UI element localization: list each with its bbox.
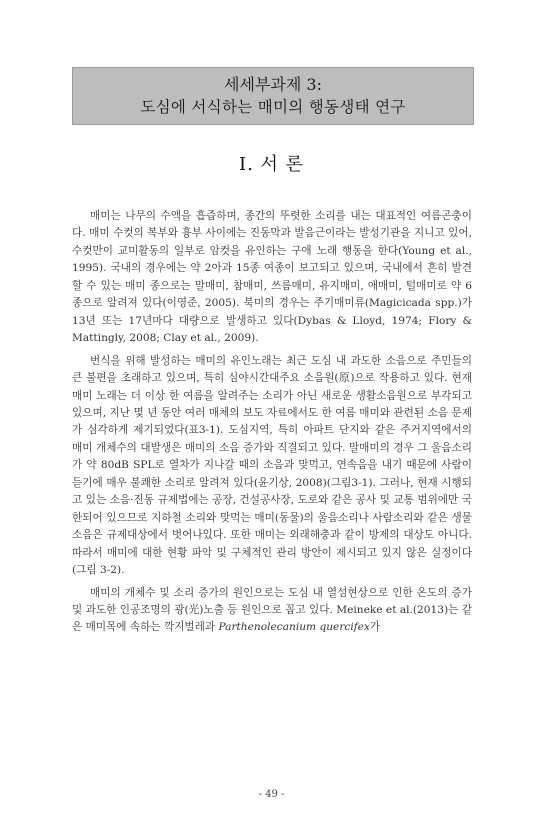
title-line-2: 도심에 서식하는 매미의 행동생태 연구 [140, 98, 406, 116]
paragraph-1: 매미는 나무의 수액을 흡즙하며, 종간의 뚜렷한 소리를 내는 대표적인 여름곤충이다. 매미 수컷의 복부와 흉부 사이에는 진동막과 발음근이라는 발성기관을 지니고 있어, 수컷만이 교미활동의 일부로 암컷을 유인하는 구애 노래 행동을 한다(Young et al., 1995). 국내의 경우에는 약 2아과 15종 여종이 보고되고 있으며, 국내에서 흔히 발견할 수 있는 매미 종으로는 말매미, 참매미, 쓰름매미, 유지매미, 애매미, 털매미로 약 6종으로 알려져 있다(이영준, 2005). 북미의 경우는 주기매미류(Magicicada spp.)가 13년 또는 17년마다 대량으로 발생하고 있다(Dybas & Lloyd, 1974; Flory & Mattingly, 2008; Clay et al., 2009). [72, 210, 472, 345]
body-text [72, 208, 472, 642]
species-name: Parthenolecanium quercifex [218, 621, 370, 634]
paragraph-3-tail: 가 [369, 621, 381, 634]
page-number: - 49 - [258, 789, 285, 800]
paragraph-3-text: 매미의 개체수 및 소리 증가의 원인으로는 도심 내 열섬현상으로 인한 온도의 증가 및 과도한 인공조명의 광(光)노출 등 원인으로 꼽고 있다. Meineke et al.(2013)는 같은 매미목에 속하는 깍지벌레과 [72, 586, 472, 634]
title-box [72, 67, 474, 125]
paragraph-3 [72, 585, 472, 637]
title-line-1: 세세부과제 3: [224, 75, 322, 94]
section-heading: Ⅰ. 서 론 [238, 154, 305, 175]
paragraph-2: 번식을 위해 발성하는 매미의 유인노래는 최근 도심 내 과도한 소음으로 주민들의 큰 불편을 초래하고 있으며, 특히 심야시간대주요 소음원(原)으로 작용하고 있다. 현재 매미 노래는 더 이상 한 여름을 알려주는 소리가 아닌 새로운 생활소음원으로 부각되고 있으며, 지난 몇 년 동안 여러 매체의 보도 자료에서도 한 여름 매미와 관련된 소음 문제가 심각하게 제기되었다(표3-1). 도심지역, 특히 아파트 단지와 같은 주거지역에서의 매미 개체수의 대발생은 매미의 소음 증가와 직결되고 있다. 말매미의 경우 그 울음소리가 약 80dB SPL로 열차가 지나갈 때의 소음과 맞먹고, 연속음을 내기 때문에 사람이 듣기에 매우 불쾌한 소리로 알려져 있다(윤기상, 2008)(그림3-1). 그러나, 현재 시행되고 있는 소음·진동 규제법에는 공장, 건설공사장, 도로와 같은 공사 및 교통 범위에만 국한되어 있으므로 지하철 소리와 맞먹는 매미(동물)의 울음소리나 사람소리와 같은 생물 소음은 규제대상에서 벗어나있다. 또한 매미는 외래해충과 같이 방제의 대상도 아니다. 따라서 매미에 대한 현황 파악 및 구체적인 관리 방안이 제시되고 있지 않은 실정이다(그림 3-2). [72, 354, 472, 577]
